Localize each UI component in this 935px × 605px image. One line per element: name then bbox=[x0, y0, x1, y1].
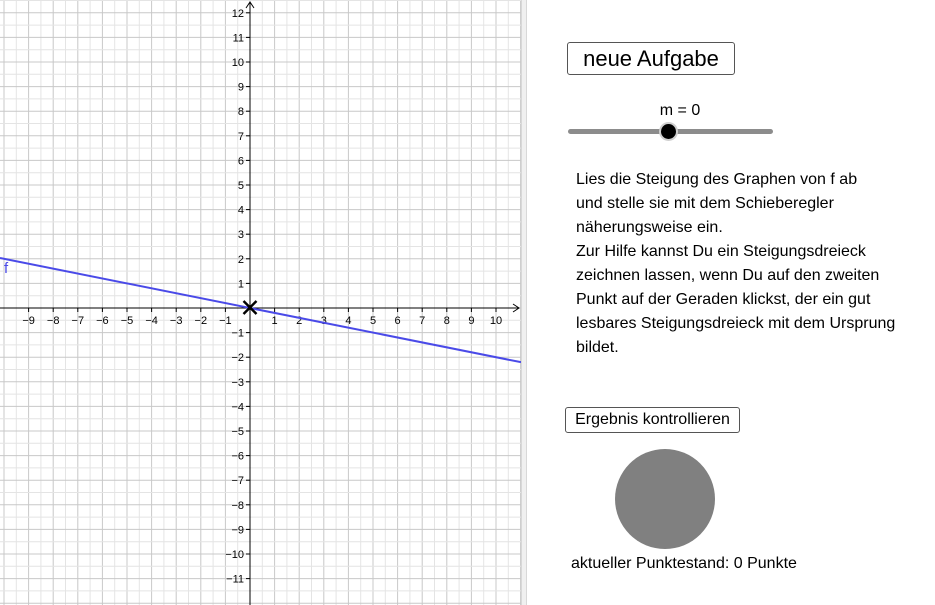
x-tick-label: −9 bbox=[22, 315, 35, 327]
x-tick-label: 3 bbox=[320, 315, 327, 327]
y-tick-label: −6 bbox=[231, 450, 244, 463]
y-tick-label: 10 bbox=[231, 57, 244, 69]
y-tick-label: −11 bbox=[226, 573, 244, 586]
function-label-f: f bbox=[4, 260, 9, 277]
instruction-line: Lies die Steigung des Graphen von f ab bbox=[576, 171, 858, 188]
y-tick-label: 8 bbox=[237, 106, 244, 119]
score-text: aktueller Punktestand: 0 Punkte bbox=[571, 555, 797, 572]
y-tick-label: 4 bbox=[237, 204, 244, 217]
y-tick-label: −7 bbox=[231, 475, 244, 488]
instruction-line: zeichnen lassen, wenn Du auf den zweiten bbox=[576, 267, 880, 284]
y-tick-label: 2 bbox=[237, 253, 244, 266]
result-indicator-circle bbox=[615, 449, 715, 549]
y-tick-label: −10 bbox=[225, 549, 244, 561]
instruction-line: näherungsweise ein. bbox=[576, 219, 723, 236]
y-tick-label: −2 bbox=[231, 352, 244, 365]
instruction-line: lesbares Steigungsdreieck mit dem Ursprung bbox=[576, 315, 896, 332]
x-tick-label: 8 bbox=[443, 315, 450, 327]
y-tick-label: −3 bbox=[231, 376, 244, 389]
x-tick-label: 5 bbox=[369, 315, 377, 327]
x-tick-label: −1 bbox=[219, 315, 232, 327]
y-tick-label: −1 bbox=[231, 327, 244, 340]
instruction-line: Zur Hilfe kannst Du ein Steigungsdreieck bbox=[576, 243, 866, 260]
y-tick-label: −8 bbox=[231, 499, 244, 512]
y-tick-label: −9 bbox=[231, 524, 244, 537]
x-tick-label: 7 bbox=[419, 315, 426, 327]
y-tick-label: 11 bbox=[232, 32, 244, 45]
x-tick-label: 6 bbox=[394, 315, 401, 327]
y-tick-label: −4 bbox=[231, 401, 244, 414]
x-tick-label: 1 bbox=[271, 315, 278, 327]
y-tick-label: 6 bbox=[237, 155, 244, 168]
x-tick-label: 10 bbox=[489, 315, 503, 327]
check-result-button[interactable]: Ergebnis kontrollieren bbox=[565, 407, 740, 433]
x-tick-label: −3 bbox=[169, 315, 183, 327]
y-tick-label: 5 bbox=[237, 180, 244, 192]
x-tick-label: −7 bbox=[71, 315, 85, 327]
x-tick-label: 2 bbox=[296, 315, 303, 327]
instructions-text bbox=[576, 168, 916, 360]
y-tick-label: 1 bbox=[237, 278, 244, 291]
instruction-line: Punkt auf der Geraden klickst, der ein gut bbox=[576, 291, 871, 308]
y-tick-label: 3 bbox=[237, 229, 244, 242]
x-tick-label: −5 bbox=[120, 315, 134, 327]
slope-slider-handle[interactable] bbox=[661, 124, 676, 139]
x-tick-label: −6 bbox=[96, 315, 109, 327]
x-tick-label: −2 bbox=[194, 315, 208, 327]
x-tick-label: 9 bbox=[468, 315, 475, 327]
x-tick-label: −8 bbox=[46, 315, 60, 327]
instruction-line: und stelle sie mit dem Schieberegler bbox=[576, 195, 834, 212]
instruction-line: bildet. bbox=[576, 339, 619, 356]
y-tick-label: 7 bbox=[237, 130, 244, 143]
y-tick-label: 9 bbox=[237, 81, 244, 94]
x-tick-label: 4 bbox=[345, 315, 352, 327]
y-tick-label: 12 bbox=[231, 7, 244, 20]
new-task-button[interactable]: neue Aufgabe bbox=[567, 42, 735, 75]
panel-divider[interactable] bbox=[521, 0, 527, 605]
slider-value-label: m = 0 bbox=[659, 102, 701, 119]
y-tick-label: −5 bbox=[231, 426, 244, 438]
x-tick-label: −4 bbox=[145, 315, 158, 327]
